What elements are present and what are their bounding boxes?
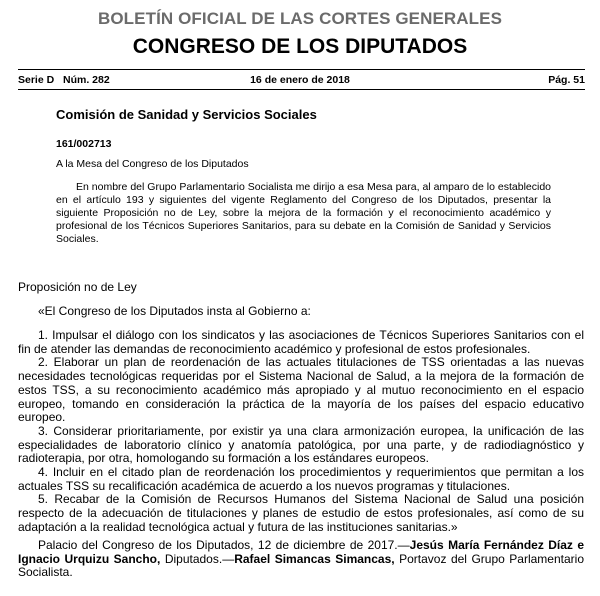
proposicion-item-1: 1. Impulsar el diálogo con los sindicatos y las asociaciones de Técnicos Superiores Sanitarios con el fin de atender las demandas de reconocimiento académico y profesional de estos profesionales.	[18, 328, 584, 356]
proposicion-item-4: 4. Incluir en el citado plan de reordenación los procedimientos y requerimientos que permitan a los actuales TSS su recalificación académica de acuerdo a los nuevos programas y titulaciones.	[18, 465, 584, 493]
section-title: Comisión de Sanidad y Servicios Sociales	[56, 107, 317, 122]
expediente-number: 161/002713	[56, 138, 112, 150]
serie-label: Serie D	[18, 74, 55, 86]
firma-cargo-2: Portavoz del Grupo Parlamentario Socialista.	[18, 551, 584, 580]
fecha-label: 16 de enero de 2018	[250, 74, 350, 86]
proposicion-item-5: 5. Recabar de la Comisión de Recursos Humanos del Sistema Nacional de Salud una posición respecto de la adecuación de titulaciones y planes de estudio de estos profesionales, así como de su adaptación a la realidad tecnológica actual y futura de las instituciones sanitarias.»	[18, 492, 584, 534]
pagina-label: Pág. 51	[548, 74, 585, 86]
firma-firmante-2: Rafael Simancas Simancas,	[234, 551, 395, 566]
numero-label: Núm. 282	[63, 74, 110, 86]
proposicion-items	[18, 329, 584, 535]
proposicion-item-3: 3. Considerar prioritariamente, por existir ya una clara armonización europea, la unificación de las especialidades de laboratorio clínico y anatomía patológica, por una parte, y de radiodiagnóstico y radioterapia, por otra, homologando su formación a los estándares europeos.	[18, 423, 584, 466]
proposicion-opening: «El Congreso de los Diputados insta al Gobierno a:	[38, 304, 311, 318]
header-rule-bottom	[18, 89, 585, 90]
header-rule-top	[18, 69, 585, 70]
proposicion-item-2: 2. Elaborar un plan de reordenación de las actuales titulaciones de TSS orientadas a las nuevas necesidades tecnológicas requeridas por el Sistema Nacional de Salud, a la mejora de la formación de estos TSS, a su reconocimiento académico más apropiado y al mutuo reconocimiento en el espacio europeo, tomando en consideración la práctica de la mayoría de los países del espacio educativo europeo.	[18, 355, 584, 425]
destinatario: A la Mesa del Congreso de los Diputados	[56, 158, 249, 170]
intro-paragraph: En nombre del Grupo Parlamentario Socialista me dirijo a esa Mesa para, al amparo de lo establecido en el artículo 193 y siguientes del vigente Reglamento del Congreso de los Diputados, presentar la siguiente Proposición no de Ley, sobre la mejora de la formación y el reconocimiento académico y profesional de los Técnicos Superiores Sanitarios, para su debate en la Comisión de Sanidad y Servicios Sociales.	[56, 181, 551, 245]
firma-cargo-1: Diputados.—	[160, 551, 235, 566]
firma-lugar-fecha: Palacio del Congreso de los Diputados, 12 de diciembre de 2017.—	[38, 538, 410, 552]
firma-paragraph	[18, 539, 584, 580]
firma-firmantes-1: Jesús María Fernández Díaz e Ignacio Urquizu Sancho,	[18, 538, 585, 566]
proposicion-heading: Proposición no de Ley	[18, 280, 137, 294]
congreso-title: CONGRESO DE LOS DIPUTADOS	[132, 35, 468, 58]
boletin-title: BOLETÍN OFICIAL DE LAS CORTES GENERALES	[97, 9, 503, 28]
